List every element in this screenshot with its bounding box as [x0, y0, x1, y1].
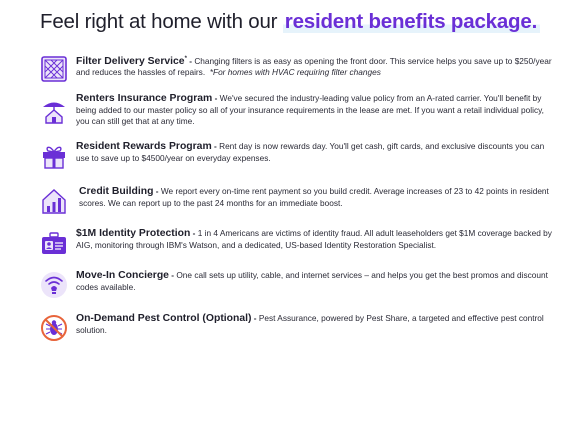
- benefit-description: Changing filters is as easy as opening the front door. This service helps you save up to $250/year and reduces the hassles of repairs.: [76, 55, 552, 78]
- benefit-filter-delivery: Filter Delivery Service* - Changing filters is as easy as opening the front door. This service helps you save up to $250/year and reduces the hassles of repairs. *For homes with HVAC requiring filter changes: [40, 54, 540, 94]
- benefit-description: 1 in 4 Americans are victims of identity fraud. All adult leaseholders get $1M coverage backed by AIG, monitoring through IBM's Watson, and a dedicated, US-based Identity Restoration Specialist.: [76, 228, 552, 250]
- benefit-identity-protection: $1M Identity Protection - 1 in 4 Americans are victims of identity fraud. All adult leaseholders get $1M coverage backed by AIG, monitoring through IBM's Watson, and a dedicated, US-based Identity Restoration Specialist.: [40, 228, 540, 268]
- no-pest-icon: [40, 314, 68, 342]
- benefit-title: On-Demand Pest Control (Optional): [76, 313, 252, 324]
- benefit-note: *For homes with HVAC requiring filter changes: [209, 67, 381, 78]
- wifi-bulb-icon: [40, 271, 68, 299]
- benefit-credit-building: Credit Building - We report every on-time rent payment so you build credit. Average increases of 23 to 42 points in resident scores. We can report up to the past 24 months for an immediate boost.: [40, 186, 540, 226]
- benefit-description: We've secured the industry-leading value policy from an A-rated carrier. You'll benefit by being added to our master policy so all of your insurance requirements in the lease are met. If you want a retail individual policy, you can still get that at any time.: [76, 93, 544, 127]
- benefit-title: Renters Insurance Program: [76, 93, 213, 104]
- benefit-title: Move-In Concierge: [76, 270, 169, 281]
- benefit-resident-rewards: Resident Rewards Program - Rent day is now rewards day. You'll get cash, gift cards, and exclusive discounts you can use to save up to $4500/year on everyday expenses.: [40, 141, 540, 181]
- headline-prefix: Feel right at home with our: [40, 10, 278, 33]
- benefit-renters-insurance: Renters Insurance Program - We've secured the industry-leading value policy from an A-rated carrier. You'll benefit by being added to our master policy so all of your insurance requirements in the lease are met. If you want a retail individual policy, you can still get that at any time.: [40, 93, 540, 133]
- benefit-title: Credit Building: [79, 186, 154, 197]
- house-chart-icon: [40, 187, 68, 215]
- filter-grid-icon: [40, 55, 68, 83]
- headline-highlight: resident benefits package.: [283, 10, 540, 33]
- benefit-title-mark: *: [184, 56, 187, 62]
- page-headline: [40, 10, 540, 34]
- benefit-description: Rent day is now rewards day. You'll get cash, gift cards, and exclusive discounts you can use to save up to $4500/year on everyday expenses.: [76, 141, 545, 163]
- gift-icon: [40, 142, 68, 170]
- benefit-pest-control: On-Demand Pest Control (Optional) - Pest Assurance, powered by Pest Share, a targeted and effective pest control solution.: [40, 313, 540, 353]
- benefit-description: One call sets up utility, cable, and internet services – and helps you get the best promos and discount codes available.: [76, 270, 548, 292]
- benefit-title: Filter Delivery Service: [76, 55, 185, 67]
- benefit-description: Pest Assurance, powered by Pest Share, a targeted and effective pest control solution.: [76, 313, 544, 335]
- benefit-title: $1M Identity Protection: [76, 228, 191, 239]
- benefit-description: We report every on-time rent payment so you build credit. Average increases of 23 to 42 points in resident scores. We can report up to the past 24 months for an immediate boost.: [79, 186, 549, 208]
- benefit-title: Resident Rewards Program: [76, 141, 212, 152]
- house-umbrella-icon: [40, 97, 68, 125]
- benefit-move-in-concierge: Move-In Concierge - One call sets up utility, cable, and internet services – and helps you get the best promos and discount codes available.: [40, 270, 540, 310]
- id-briefcase-icon: [40, 229, 68, 257]
